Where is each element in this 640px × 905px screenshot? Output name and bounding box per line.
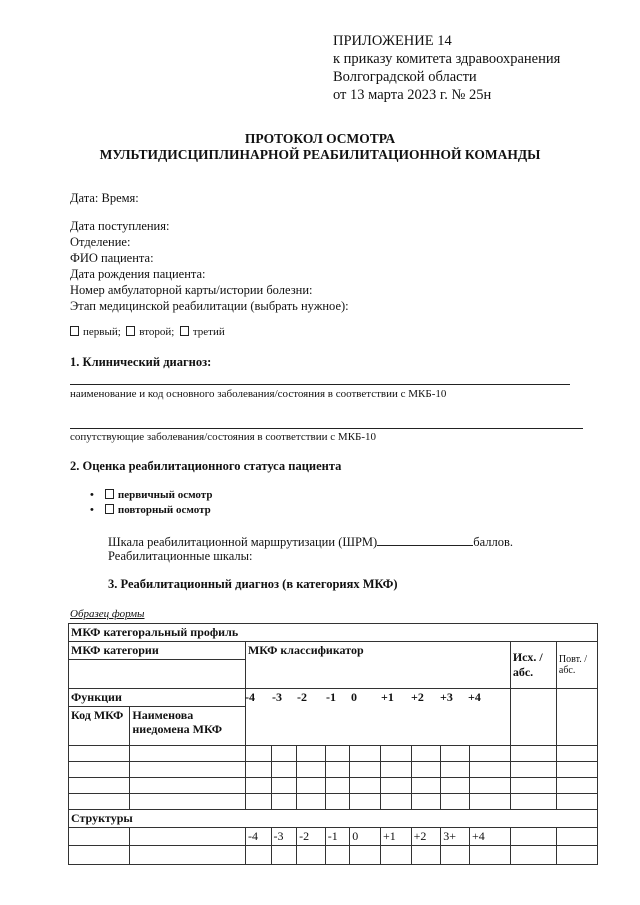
shrm-blank bbox=[377, 535, 473, 546]
shrm-label: Шкала реабилитационной маршрутизации (ШРМ) bbox=[108, 535, 378, 549]
stage-option-second: второй; bbox=[139, 326, 175, 338]
scale-value: 0 bbox=[351, 690, 357, 704]
structure-name-cell bbox=[130, 828, 246, 846]
icf-categories-header: МКФ категории bbox=[69, 642, 246, 660]
repeat-exam-option: повторный осмотр bbox=[117, 504, 211, 516]
initial-value-header: Исх. /абс. bbox=[510, 642, 556, 689]
checkbox[interactable] bbox=[105, 489, 114, 499]
diagnosis-line bbox=[70, 384, 570, 385]
structure-scale-cell: +4 bbox=[469, 828, 510, 846]
stage-option-third: третий bbox=[192, 326, 225, 338]
document-subtitle: МУЛЬТИДИСЦИПЛИНАРНОЙ РЕАБИЛИТАЦИОННОЙ КОМАНДЫ bbox=[99, 147, 541, 162]
structure-scale-cell: -2 bbox=[297, 828, 326, 846]
repeat-value-cell bbox=[556, 689, 597, 746]
order-date: от 13 марта 2023 г. № 25н bbox=[333, 87, 492, 103]
scale-value: +2 bbox=[411, 690, 424, 704]
section1-title: 1. Клинический диагноз: bbox=[70, 355, 212, 369]
appendix-number: ПРИЛОЖЕНИЕ 14 bbox=[333, 33, 452, 49]
structure-scale-cell: 0 bbox=[350, 828, 381, 846]
icf-classifier-header: МКФ классификатор bbox=[245, 642, 510, 689]
initial-value-cell bbox=[510, 689, 556, 746]
structures-header: Структуры bbox=[69, 810, 598, 828]
checkbox[interactable] bbox=[126, 326, 135, 336]
icf-profile-header: МКФ категоральный профиль bbox=[69, 624, 598, 642]
scale-value: -3 bbox=[272, 690, 282, 704]
patient-name-label: ФИО пациента: bbox=[70, 251, 154, 265]
structure-code-cell bbox=[69, 828, 130, 846]
blank-cell bbox=[510, 828, 556, 846]
department-label: Отделение: bbox=[70, 235, 131, 249]
rehab-scales-label: Реабилитационные шкалы: bbox=[108, 549, 253, 563]
checkbox[interactable] bbox=[105, 504, 114, 514]
domain-name-header: Наименова ниедомена МКФ bbox=[130, 707, 246, 746]
checkbox[interactable] bbox=[70, 326, 79, 336]
blank-cell bbox=[69, 660, 246, 689]
admission-date-label: Дата поступления: bbox=[70, 219, 170, 233]
document-title: ПРОТОКОЛ ОСМОТРА bbox=[244, 131, 396, 146]
structure-scale-cell: -4 bbox=[245, 828, 271, 846]
structure-scale-cell: +1 bbox=[380, 828, 411, 846]
icf-code-header: Код МКФ bbox=[69, 707, 130, 746]
primary-exam-option: первичный осмотр bbox=[117, 489, 213, 501]
structure-scale-cell: 3+ bbox=[441, 828, 470, 846]
shrm-suffix: баллов. bbox=[473, 535, 513, 549]
checkbox[interactable] bbox=[180, 326, 189, 336]
stage-option-first: первый; bbox=[83, 326, 121, 338]
scale-value: -2 bbox=[297, 690, 307, 704]
scale-value: -4 bbox=[245, 690, 255, 704]
scale-value: -1 bbox=[326, 690, 336, 704]
patient-info bbox=[70, 218, 349, 314]
sample-form-label: Образец формы bbox=[70, 608, 145, 620]
card-number-label: Номер амбулаторной карты/истории болезни: bbox=[70, 283, 313, 297]
blank-cell bbox=[556, 828, 597, 846]
repeat-value-header: Повт. /абс. bbox=[556, 642, 597, 689]
comorbidity-line bbox=[70, 428, 583, 429]
stage-options bbox=[70, 326, 225, 338]
scale-value: +3 bbox=[440, 690, 453, 704]
comorbidity-caption: сопутствующие заболевания/состояния в соответствии с МКБ-10 bbox=[70, 431, 377, 443]
stage-label: Этап медицинской реабилитации (выбрать нужное): bbox=[70, 299, 349, 313]
date-time-label: Дата: Время: bbox=[70, 191, 139, 205]
structure-scale-cell: -1 bbox=[325, 828, 350, 846]
birth-date-label: Дата рождения пациента: bbox=[70, 267, 206, 281]
order-reference bbox=[333, 32, 560, 104]
section2-title: 2. Оценка реабилитационного статуса пациента bbox=[70, 459, 342, 473]
structure-scale-cell: -3 bbox=[271, 828, 297, 846]
diagnosis-caption: наименование и код основного заболевания/состояния в соответствии с МКБ-10 bbox=[70, 388, 447, 400]
icf-profile-table bbox=[68, 623, 598, 865]
exam-type-options: • первичный осмотр • повторный осмотр bbox=[90, 489, 213, 516]
order-line: к приказу комитета здравоохранения bbox=[333, 51, 561, 67]
region-line: Волгоградской области bbox=[333, 69, 477, 85]
scale-value: +1 bbox=[381, 690, 394, 704]
section3-title: 3. Реабилитационный диагноз (в категориях МКФ) bbox=[108, 577, 398, 591]
structure-scale-cell: +2 bbox=[411, 828, 441, 846]
scale-value: +4 bbox=[468, 690, 481, 704]
functions-header: Функции bbox=[69, 689, 246, 707]
